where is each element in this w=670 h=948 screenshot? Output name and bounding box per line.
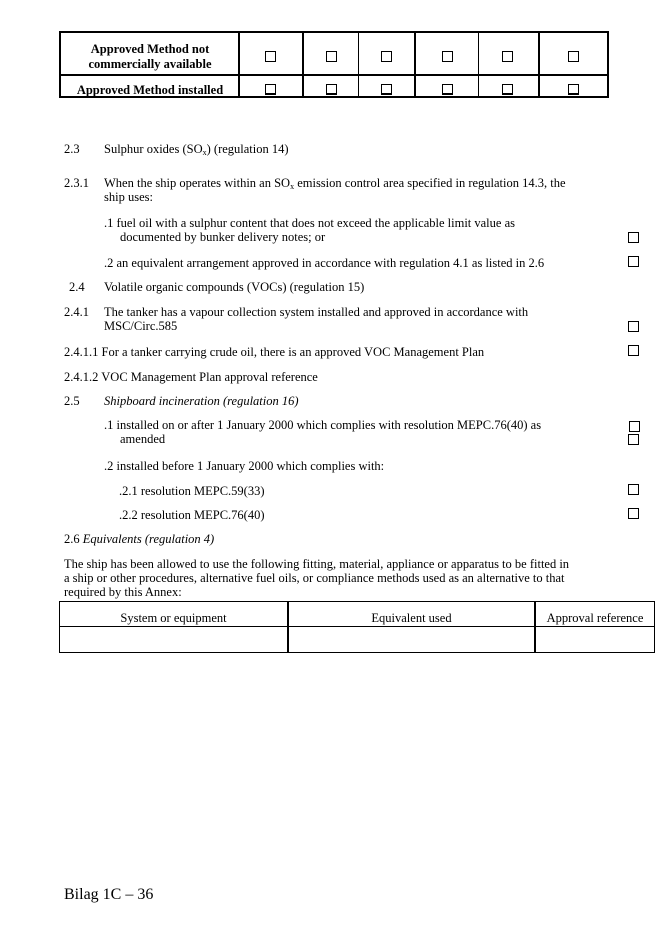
section-title-2-3 xyxy=(104,142,289,156)
section-number-2-3: 2.3 xyxy=(64,142,80,156)
option-fuel-oil xyxy=(104,216,515,244)
checkbox-not-available-4[interactable] xyxy=(442,51,453,62)
row-label-not-available xyxy=(61,42,239,72)
page-footer-label: Bilag 1C – 36 xyxy=(64,886,154,903)
option-incinerator-before-2000: .2 installed before 1 January 2000 which complies with: xyxy=(104,459,385,473)
item-2-4-1-1: 2.4.1.1 For a tanker carrying crude oil, there is an approved VOC Management Plan xyxy=(64,345,485,359)
table-col-divider xyxy=(538,33,540,96)
section-number-2-6: 2.6 xyxy=(64,532,80,546)
section-number-2-5: 2.5 xyxy=(64,394,80,408)
cell-approval-reference-input[interactable] xyxy=(537,628,652,650)
item-text-2-3-1 xyxy=(104,176,566,204)
option-line: documented by bunker delivery notes; or xyxy=(120,230,326,244)
item-line: ship uses: xyxy=(104,190,153,204)
table-col-divider xyxy=(302,33,304,96)
checkbox-installed-3[interactable] xyxy=(381,84,392,95)
equivalents-paragraph xyxy=(64,557,569,599)
item-line xyxy=(104,176,566,190)
option-incinerator-after-2000 xyxy=(104,418,541,446)
checkbox-incinerator-after-2000-amended[interactable] xyxy=(628,434,639,445)
option-mepc-59-33: .2.1 resolution MEPC.59(33) xyxy=(119,484,265,498)
item-text-2-4-1 xyxy=(104,305,528,333)
title-text: Sulphur oxides (SO xyxy=(104,142,203,156)
cell-equivalent-input[interactable] xyxy=(290,628,532,650)
subscript: x xyxy=(202,148,207,157)
checkbox-voc-management-plan[interactable] xyxy=(628,345,639,356)
item-number-2-4-1: 2.4.1 xyxy=(64,305,89,319)
checkbox-vapour-collection[interactable] xyxy=(628,321,639,332)
option-line: .1 fuel oil with a sulphur content that does not exceed the applicable limit value as xyxy=(104,216,515,230)
equivalents-table xyxy=(59,601,655,653)
table-col-divider xyxy=(414,33,416,96)
column-header-equivalent: Equivalent used xyxy=(371,611,452,625)
checkbox-fuel-oil[interactable] xyxy=(628,232,639,243)
table-row-divider xyxy=(61,74,607,76)
paragraph-line: a ship or other procedures, alternative fuel oils, or compliance methods used as an alternative to that xyxy=(64,571,565,585)
paragraph-line: The ship has been allowed to use the following fitting, material, appliance or apparatus to be fitted in xyxy=(64,557,570,571)
column-header-system: System or equipment xyxy=(120,611,227,625)
option-line: .1 installed on or after 1 January 2000 which complies with resolution MEPC.76(40) as xyxy=(104,418,542,432)
checkbox-incinerator-after-2000[interactable] xyxy=(629,421,640,432)
option-mepc-76-40: .2.2 resolution MEPC.76(40) xyxy=(119,508,265,522)
subscript: x xyxy=(290,182,295,191)
item-number-2-3-1: 2.3.1 xyxy=(64,176,89,190)
table-col-divider xyxy=(287,602,289,652)
section-title-text: Equivalents (regulation 4) xyxy=(82,532,215,546)
checkbox-mepc-76-40[interactable] xyxy=(628,508,639,519)
item-line: MSC/Circ.585 xyxy=(104,319,178,333)
approved-method-table xyxy=(59,31,609,98)
title-text: ) (regulation 14) xyxy=(206,142,289,156)
paragraph-line: required by this Annex: xyxy=(64,585,182,599)
cell-system-input[interactable] xyxy=(62,628,286,650)
checkbox-installed-4[interactable] xyxy=(442,84,453,95)
row-label-line: Approved Method installed xyxy=(76,83,224,97)
checkbox-not-available-2[interactable] xyxy=(326,51,337,62)
row-label-line: Approved Method not xyxy=(90,42,210,56)
table-col-divider xyxy=(478,33,479,96)
row-label-line: commercially available xyxy=(88,57,212,71)
section-title-2-6 xyxy=(64,532,214,546)
checkbox-not-available-3[interactable] xyxy=(381,51,392,62)
column-header-approval-reference: Approval reference xyxy=(546,611,644,625)
option-equivalent-arrangement: .2 an equivalent arrangement approved in accordance with regulation 4.1 as listed in 2.6 xyxy=(104,256,545,270)
checkbox-installed-5[interactable] xyxy=(502,84,513,95)
table-col-divider xyxy=(534,602,536,652)
section-title-2-5: Shipboard incineration (regulation 16) xyxy=(104,394,299,408)
section-title-2-4: Volatile organic compounds (VOCs) (regulation 15) xyxy=(104,280,365,294)
checkbox-installed-2[interactable] xyxy=(326,84,337,95)
checkbox-not-available-1[interactable] xyxy=(265,51,276,62)
text: When the ship operates within an SO xyxy=(104,176,291,190)
text: emission control area specified in regulation 14.3, the xyxy=(294,176,566,190)
section-number-2-4: 2.4 xyxy=(69,280,85,294)
table-row-divider xyxy=(60,626,654,627)
item-line: The tanker has a vapour collection system installed and approved in accordance with xyxy=(104,305,529,319)
row-label-installed xyxy=(61,83,239,98)
checkbox-installed-1[interactable] xyxy=(265,84,276,95)
checkbox-not-available-5[interactable] xyxy=(502,51,513,62)
item-2-4-1-2: 2.4.1.2 VOC Management Plan approval reference xyxy=(64,370,318,384)
table-col-divider xyxy=(358,33,359,96)
checkbox-not-available-6[interactable] xyxy=(568,51,579,62)
checkbox-mepc-59-33[interactable] xyxy=(628,484,639,495)
checkbox-equivalent-arrangement[interactable] xyxy=(628,256,639,267)
option-line: amended xyxy=(120,432,166,446)
checkbox-installed-6[interactable] xyxy=(568,84,579,95)
